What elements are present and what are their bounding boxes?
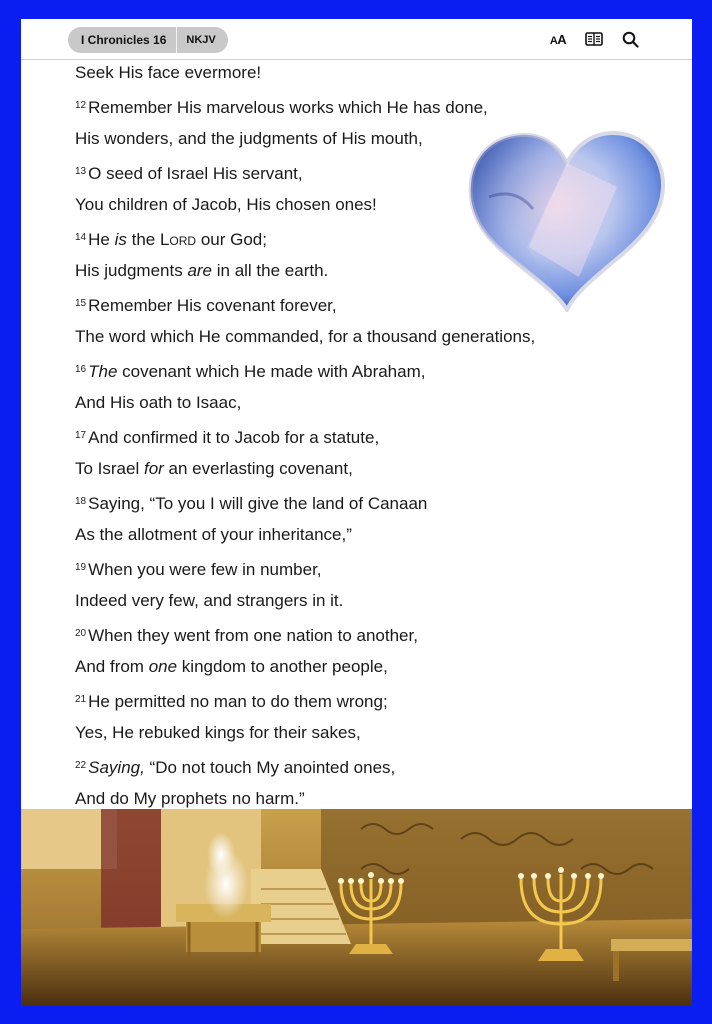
verse-text: for [143,459,164,478]
verse-text: As the allotment of your inheritance,” [75,525,352,544]
verse-text: the [126,230,160,249]
reader-page [21,19,692,1006]
text-size-icon[interactable]: AA [549,31,567,47]
verse-line[interactable] [75,653,665,686]
verse-number: 21 [75,694,87,705]
verse-text: Remember His marvelous works which He has done, [88,98,488,117]
verse-text: O seed of Israel His servant, [88,164,303,183]
verse-text: You children of Jacob, His chosen ones! [75,195,377,214]
verse-text: “Do not touch My anointed ones, [144,758,396,777]
verse-number: 19 [75,562,87,573]
verse-number: 14 [75,232,87,243]
search-icon[interactable] [620,29,640,49]
verse-number: 22 [75,760,87,771]
verse-text: Seek His face evermore! [75,63,262,82]
verse-line[interactable] [75,620,665,653]
passage-selector[interactable] [68,27,228,53]
top-toolbar [21,19,692,60]
verse-text: our God; [196,230,267,249]
verse-text: Lord [159,230,197,249]
verse-text: The [88,362,118,381]
verse-line[interactable] [75,323,665,356]
book-reader-icon[interactable] [584,29,604,49]
verse-text: Yes, He rebuked kings for their sakes, [75,723,361,742]
verse-line[interactable] [75,422,665,455]
verse-number: 18 [75,496,87,507]
verse-number: 13 [75,166,87,177]
temple-menorah-image [21,809,692,1006]
verse-line[interactable] [75,521,665,554]
heart-image [467,127,667,312]
verse-text: Saying, “To you I will give the land of Canaan [88,494,428,513]
verse-text: He [88,230,115,249]
verse-text: He permitted no man to do them wrong; [88,692,388,711]
verse-text: To Israel [75,459,144,478]
verse-text: are [187,261,213,280]
verse-line[interactable] [75,554,665,587]
verse-text: And confirmed it to Jacob for a statute, [88,428,380,447]
verse-text: in all the earth. [212,261,329,280]
verse-text: an everlasting covenant, [163,459,353,478]
verse-line[interactable] [75,752,665,785]
verse-line[interactable] [75,719,665,752]
verse-text: covenant which He made with Abraham, [117,362,426,381]
verse-text: His wonders, and the judgments of His mouth, [75,129,423,148]
verse-text: Remember His covenant forever, [88,296,337,315]
verse-number: 15 [75,298,87,309]
verse-text: And His oath to Isaac, [75,393,242,412]
verse-number: 16 [75,364,87,375]
verse-text: When they went from one nation to another, [88,626,418,645]
verse-line[interactable] [75,686,665,719]
verse-number: 17 [75,430,87,441]
verse-text: Saying, [88,758,145,777]
verse-line[interactable] [75,92,665,125]
verse-number: 12 [75,100,87,111]
verse-text: His judgments [75,261,188,280]
book-chapter-button[interactable]: I Chronicles 16 [68,27,177,53]
verse-line[interactable] [75,488,665,521]
verse-line[interactable] [75,455,665,488]
verse-text: is [114,230,127,249]
verse-line[interactable] [75,587,665,620]
verse-text: Indeed very few, and strangers in it. [75,591,344,610]
verse-number: 20 [75,628,87,639]
verse-text: And from [75,657,149,676]
verse-text: one [148,657,178,676]
verse-text: The word which He commanded, for a thousand generations, [75,327,536,346]
verse-text: And do My prophets no harm.” [75,789,305,808]
verse-text: When you were few in number, [88,560,322,579]
verse-line[interactable] [75,356,665,389]
verse-line[interactable] [75,389,665,422]
version-button[interactable]: NKJV [186,34,216,46]
verse-text: kingdom to another people, [177,657,388,676]
verse-line[interactable] [75,59,665,92]
